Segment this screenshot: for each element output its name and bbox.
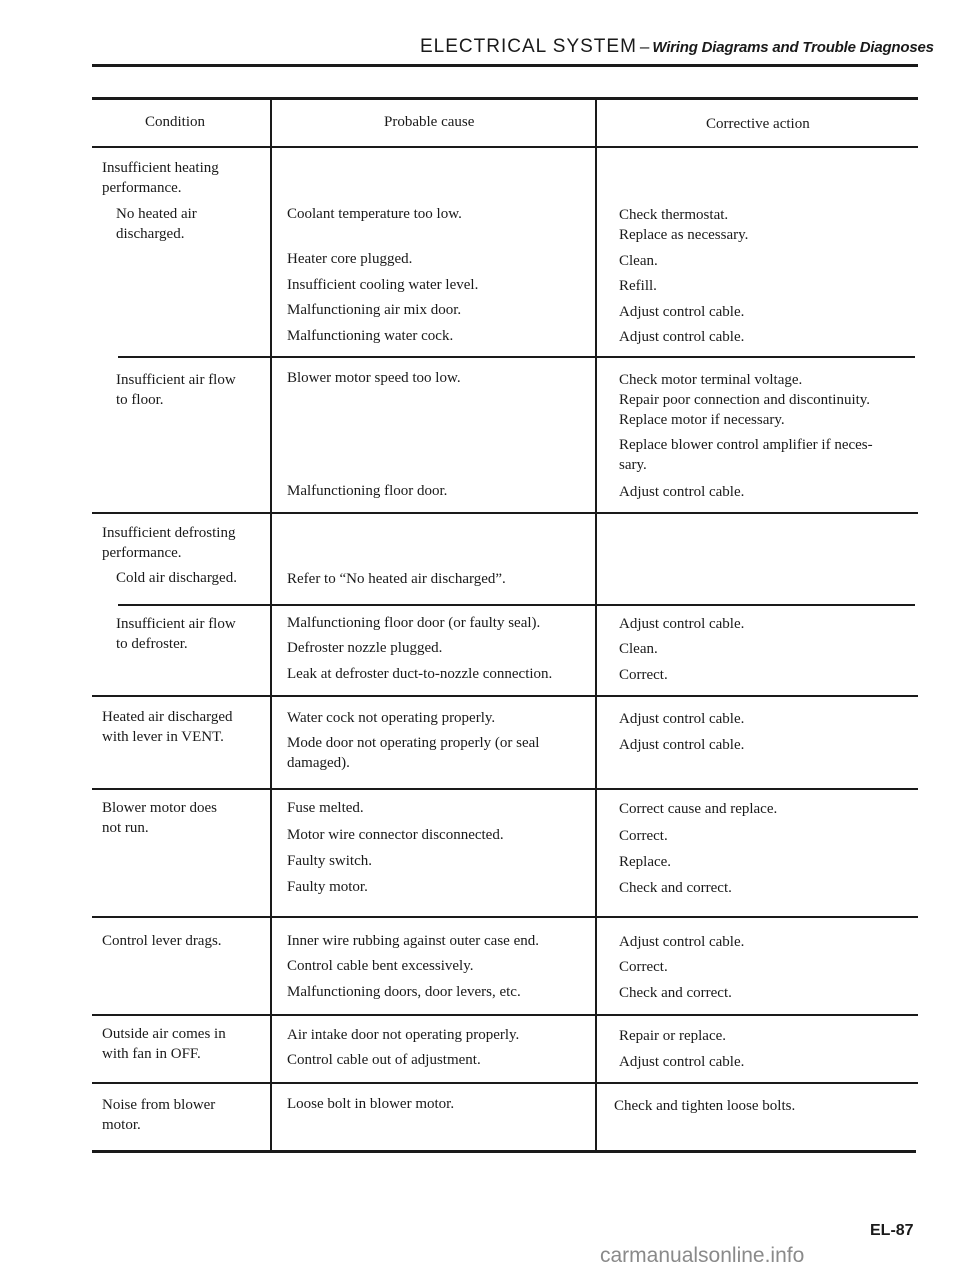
row-4-action-3: Correct. [619, 667, 668, 683]
row-8-condition: Outside air comes in with fan in OFF. [102, 1026, 226, 1062]
row-6-cause-2: Motor wire connector disconnected. [287, 827, 504, 843]
row-9-condition: Noise from blower motor. [102, 1097, 216, 1133]
row-3-subcondition: Cold air discharged. [116, 570, 237, 586]
row-4-cause-3: Leak at defroster duct-to-nozzle connection. [287, 666, 553, 682]
row-5-cause-2: Mode door not operating properly (or seal damaged). [287, 735, 540, 771]
row-9-cause-1: Loose bolt in blower motor. [287, 1096, 455, 1112]
row-8-rule [92, 1082, 918, 1084]
row-1-action-4: Adjust control cable. [619, 304, 745, 320]
row-1-subcondition: No heated air discharged. [116, 206, 197, 242]
row-5-action-1: Adjust control cable. [619, 711, 745, 727]
page-header [420, 36, 934, 58]
row-2-action-2: Replace blower control amplifier if neces- sary. [619, 437, 873, 473]
column-header-action: Corrective action [706, 116, 810, 132]
row-1-action-1: Check thermostat. Replace as necessary. [619, 207, 749, 243]
row-1-cause-5: Malfunctioning water cock. [287, 328, 454, 344]
row-7-cause-2: Control cable bent excessively. [287, 958, 474, 974]
row-5-condition: Heated air discharged with lever in VENT. [102, 709, 233, 745]
column-header-cause: Probable cause [384, 114, 475, 130]
row-3-rule [118, 604, 915, 606]
row-6-action-3: Replace. [619, 854, 672, 870]
row-4-rule [92, 695, 918, 697]
row-1-cause-3: Insufficient cooling water level. [287, 277, 479, 293]
row-7-action-3: Check and correct. [619, 985, 732, 1001]
row-1-cause-1: Coolant temperature too low. [287, 206, 462, 222]
row-6-rule [92, 916, 918, 918]
row-3-condition: Insufficient defrosting performance. [102, 525, 236, 561]
row-1-action-2: Clean. [619, 253, 658, 269]
row-2-rule [92, 512, 918, 514]
row-8-action-2: Adjust control cable. [619, 1054, 745, 1070]
column-rule-1 [270, 98, 272, 1151]
row-4-cause-2: Defroster nozzle plugged. [287, 640, 443, 656]
row-1-action-5: Adjust control cable. [619, 329, 745, 345]
row-6-cause-1: Fuse melted. [287, 800, 364, 816]
row-1-action-3: Refill. [619, 278, 657, 294]
row-9-action-1: Check and tighten loose bolts. [614, 1098, 796, 1114]
row-6-cause-3: Faulty switch. [287, 853, 372, 869]
header-subtitle: Wiring Diagrams and Trouble Diagnoses [652, 39, 934, 56]
table-top-rule [92, 97, 918, 100]
row-4-action-2: Clean. [619, 641, 658, 657]
row-7-cause-3: Malfunctioning doors, door levers, etc. [287, 984, 521, 1000]
header-dash: – [639, 37, 650, 56]
row-8-cause-2: Control cable out of adjustment. [287, 1052, 481, 1068]
row-2-action-3: Adjust control cable. [619, 484, 745, 500]
column-header-condition: Condition [145, 114, 206, 130]
row-7-action-2: Correct. [619, 959, 668, 975]
row-6-action-1: Correct cause and replace. [619, 801, 778, 817]
row-1-condition: Insufficient heating performance. [102, 160, 219, 196]
row-2-cause-1: Blower motor speed too low. [287, 370, 461, 386]
row-1-cause-4: Malfunctioning air mix door. [287, 302, 462, 318]
row-5-rule [92, 788, 918, 790]
header-title: ELECTRICAL SYSTEM [420, 36, 637, 57]
row-7-action-1: Adjust control cable. [619, 934, 745, 950]
row-6-cause-4: Faulty motor. [287, 879, 368, 895]
watermark: carmanualsonline.info [600, 1244, 805, 1267]
row-8-cause-1: Air intake door not operating properly. [287, 1027, 520, 1043]
row-7-cause-1: Inner wire rubbing against outer case end. [287, 933, 539, 949]
row-7-condition: Control lever drags. [102, 933, 222, 949]
row-5-cause-1: Water cock not operating properly. [287, 710, 496, 726]
row-6-action-2: Correct. [619, 828, 668, 844]
row-4-condition: Insufficient air flow to defroster. [116, 616, 236, 652]
page-number: EL-87 [870, 1222, 914, 1239]
row-5-action-2: Adjust control cable. [619, 737, 745, 753]
table-bottom-rule [92, 1150, 916, 1153]
row-6-action-4: Check and correct. [619, 880, 732, 896]
row-1-cause-2: Heater core plugged. [287, 251, 413, 267]
row-4-action-1: Adjust control cable. [619, 616, 745, 632]
row-6-condition: Blower motor does not run. [102, 800, 217, 836]
row-7-rule [92, 1014, 918, 1016]
header-rule [92, 64, 918, 67]
row-2-condition: Insufficient air flow to floor. [116, 372, 236, 408]
row-8-action-1: Repair or replace. [619, 1028, 727, 1044]
row-4-cause-1: Malfunctioning floor door (or faulty seal). [287, 615, 541, 631]
row-2-cause-2: Malfunctioning floor door. [287, 483, 448, 499]
row-1-rule [118, 356, 915, 358]
row-3-cause-1: Refer to “No heated air discharged”. [287, 571, 506, 587]
row-2-action-1: Check motor terminal voltage. Repair poor connection and discontinuity. Replace motor if necessary. [619, 372, 871, 428]
column-rule-2 [595, 98, 597, 1151]
header-bottom-rule [92, 146, 918, 148]
